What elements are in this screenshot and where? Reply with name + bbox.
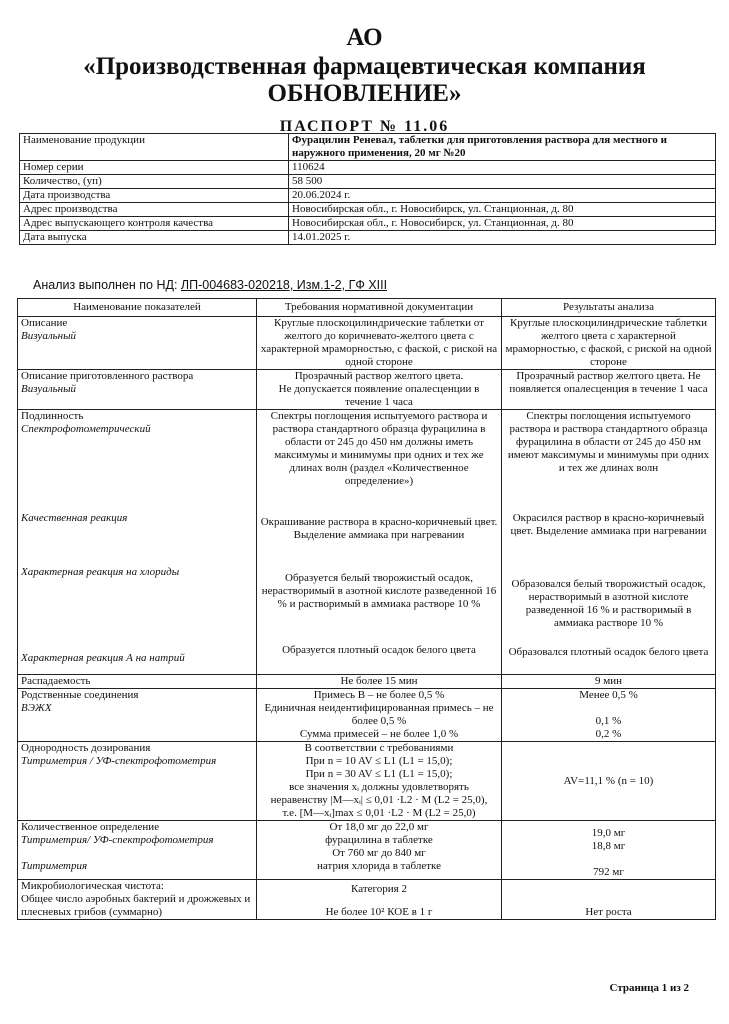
requirement-line: От 760 мг до 840 мг xyxy=(332,847,426,859)
result-cell: Круглые плоскоцилиндрические таблетки желтого цвета с характерной мраморностью, с фаской, с риской на одной стороне xyxy=(502,317,716,370)
requirement-cell: Не более 15 мин xyxy=(257,675,502,689)
result-line: 792 мг xyxy=(593,866,624,878)
indicator-method: Титриметрия / УФ-спектрофотометрия xyxy=(21,755,217,767)
table-row xyxy=(18,370,716,410)
indicator-name: Родственные соединения xyxy=(21,689,139,701)
analysis-nd-ref: ЛП-004683-020218, Изм.1-2, ГФ XIII xyxy=(180,278,388,292)
indicator-name: Описание приготовленного раствора xyxy=(21,370,194,382)
result-line: Образовался белый творожистый осадок, нерастворимый в азотной кислоте разведенной 16 % и растворимый в аммиака растворе 10 % xyxy=(511,578,706,629)
table-row xyxy=(18,880,716,920)
info-key: Количество, (уп) xyxy=(20,175,289,189)
requirement-line: Единичная неидентифицированная примесь – не более 0,5 % xyxy=(264,702,494,727)
requirement-line: т.е. [M—xᵢ]max ≤ 0,01 ·L2 · M (L2 = 25,0) xyxy=(282,807,476,819)
info-key: Номер серии xyxy=(20,161,289,175)
analysis-standard xyxy=(33,278,387,292)
table-row xyxy=(18,689,716,742)
info-value: 110624 xyxy=(289,161,716,175)
requirement-line: Прозрачный раствор желтого цвета. xyxy=(294,370,464,382)
requirement-line: Окрашивание раствора в красно-коричневый цвет. Выделение аммиака при нагревании xyxy=(260,516,498,541)
info-row xyxy=(20,203,716,217)
indicator-method: Визуальный xyxy=(21,330,77,342)
info-key: Наименование продукции xyxy=(20,134,289,161)
result-line: 0,2 % xyxy=(595,728,622,740)
result-line: 0,1 % xyxy=(595,715,622,727)
requirement-line: фурацилина в таблетке xyxy=(325,834,433,846)
result-line: Окрасился раствор в красно-коричневый цвет. Выделение аммиака при нагревании xyxy=(510,512,707,537)
col-header-results: Результаты анализа xyxy=(502,299,716,317)
info-row xyxy=(20,189,716,203)
indicator-method: Визуальный xyxy=(21,383,77,395)
info-row xyxy=(20,134,716,161)
info-value: Фурацилин Реневал, таблетки для приготовления раствора для местного и наружного применения, 20 мг №20 xyxy=(289,134,716,161)
requirement-line: В соответствии с требованиями xyxy=(304,742,454,754)
info-value: 14.01.2025 г. xyxy=(289,231,716,245)
result-cell: Нет роста xyxy=(502,880,716,920)
indicator-method: Титриметрия/ УФ-спектрофотометрия xyxy=(21,834,214,846)
company-type: АО xyxy=(346,24,383,51)
result-cell: 9 мин xyxy=(502,675,716,689)
indicator-method: ВЭЖХ xyxy=(21,702,52,714)
table-row xyxy=(18,742,716,821)
indicator-name: Количественное определение xyxy=(21,821,160,833)
result-cell: Прозрачный раствор желтого цвета. Не появляется опалесценция в течение 1 часа xyxy=(502,370,716,410)
requirement-line: Не допускается появление опалесценции в течение 1 часа xyxy=(278,383,480,408)
info-value: Новосибирская обл., г. Новосибирск, ул. Станционная, д. 80 xyxy=(289,203,716,217)
page-number: Страница 1 из 2 xyxy=(609,982,689,994)
info-key: Адрес выпускающего контроля качества xyxy=(20,217,289,231)
table-row xyxy=(18,410,716,675)
info-row xyxy=(20,175,716,189)
company-name-line1: «Производственная фармацевтическая компания xyxy=(83,53,646,80)
indicator-method: Титриметрия xyxy=(21,860,88,872)
info-row xyxy=(20,217,716,231)
result-line: 18,8 мг xyxy=(591,840,626,852)
info-row xyxy=(20,231,716,245)
table-row xyxy=(18,821,716,880)
requirement-line: Образуется белый творожистый осадок, нерастворимый в азотной кислоте разведенной 16 % и растворимый в аммиака растворе 10 % xyxy=(261,572,497,610)
result-cell: AV=11,1 % (n = 10) xyxy=(502,742,716,821)
requirement-line: Спектры поглощения испытуемого раствора и раствора стандартного образца фурацилина в области от 245 до 450 нм должны иметь максимумы и минимумы при одних и тех же длинах волн (раздел «Количественное определение») xyxy=(270,410,488,487)
indicator-name: Подлинность xyxy=(21,410,84,422)
requirement-line: От 18,0 мг до 22,0 мг xyxy=(329,821,429,833)
col-header-requirements: Требования нормативной документации xyxy=(257,299,502,317)
info-row xyxy=(20,161,716,175)
requirement-line: все значения xᵢ должны удовлетворять xyxy=(289,781,469,793)
company-name-line2: ОБНОВЛЕНИЕ» xyxy=(267,80,462,107)
col-header-indicator: Наименование показателей xyxy=(18,299,257,317)
info-value: Новосибирская обл., г. Новосибирск, ул. Станционная, д. 80 xyxy=(289,217,716,231)
requirement-line: Не более 10² КОЕ в 1 г xyxy=(325,906,433,918)
result-line: Спектры поглощения испытуемого раствора и раствора стандартного образца фурацилина в области от 245 до 450 нм имеют максимумы и минимумы при одних и тех же длинах волн xyxy=(507,410,710,474)
requirement-line: натрия хлорида в таблетке xyxy=(317,860,441,872)
requirement-line: Примесь В – не более 0,5 % xyxy=(313,689,445,701)
requirement-line: Образуется плотный осадок белого цвета xyxy=(282,644,476,656)
result-line: Образовался плотный осадок белого цвета xyxy=(508,646,709,658)
analysis-table xyxy=(17,298,716,920)
info-key: Дата выпуска xyxy=(20,231,289,245)
info-value: 20.06.2024 г. xyxy=(289,189,716,203)
indicator-name: Описание xyxy=(21,317,68,329)
requirement-line: При n = 30 AV ≤ L1 (L1 = 15,0); xyxy=(305,768,453,780)
indicator-name: Однородность дозирования xyxy=(21,742,151,754)
requirement-line: Категория 2 xyxy=(351,883,407,895)
requirement-line: неравенству |M—xᵢ| ≤ 0,01 ·L2 · M (L2 = 25,0), xyxy=(270,794,488,806)
requirement-line: Сумма примесей – не более 1,0 % xyxy=(299,728,459,740)
info-key: Дата производства xyxy=(20,189,289,203)
product-info-table xyxy=(19,133,716,245)
indicator-name: Распадаемость xyxy=(18,675,257,689)
result-line: Менее 0,5 % xyxy=(579,689,638,701)
qualitative-reaction-label: Качественная реакция xyxy=(21,512,128,524)
info-value: 58 500 xyxy=(289,175,716,189)
indicator-name: Микробиологическая чистота: xyxy=(21,880,164,892)
result-line: 19,0 мг xyxy=(591,827,626,839)
table-row xyxy=(18,317,716,370)
sodium-reaction-label: Характерная реакция А на натрий xyxy=(21,652,185,664)
indicator-subname: Общее число аэробных бактерий и дрожжевых и плесневых грибов (суммарно) xyxy=(21,893,251,918)
requirement-line: При n = 10 AV ≤ L1 (L1 = 15,0); xyxy=(305,755,453,767)
chloride-reaction-label: Характерная реакция на хлориды xyxy=(21,566,180,578)
requirement-cell: Круглые плоскоцилиндрические таблетки от желтого до коричневато-желтого цвета с характерной мраморностью, с фаской, с риской на одной стороне xyxy=(257,317,502,370)
info-key: Адрес производства xyxy=(20,203,289,217)
table-row xyxy=(18,675,716,689)
passport-title: ПАСПОРТ № 11.06 xyxy=(279,118,450,135)
indicator-method: Спектрофотометрический xyxy=(21,423,151,435)
analysis-prefix: Анализ выполнен по НД: xyxy=(33,278,181,292)
